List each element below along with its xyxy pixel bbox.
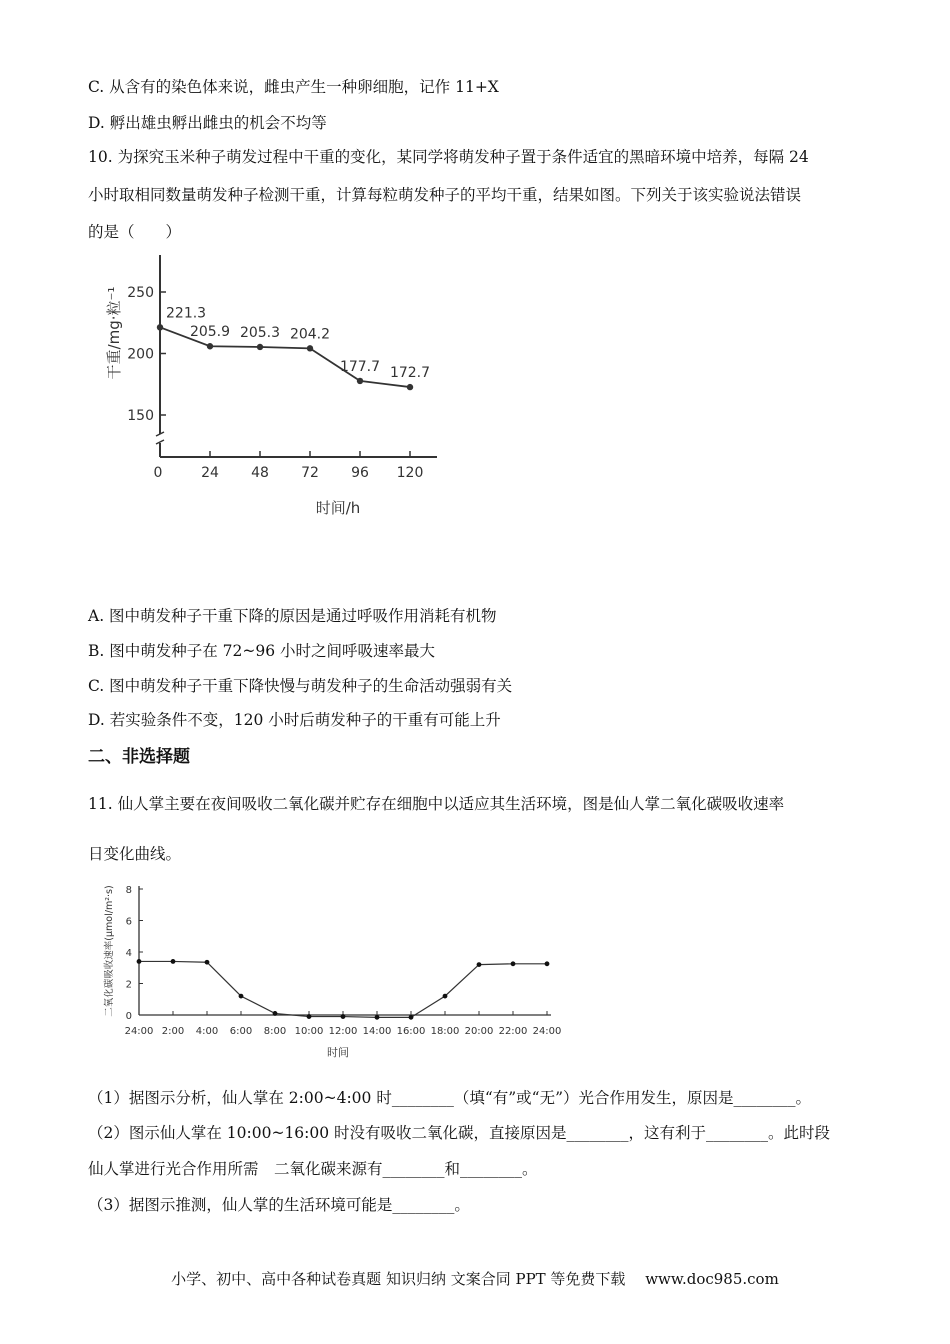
chart2-axes	[139, 886, 551, 1015]
chart1-x-axis-label: 时间/h	[315, 499, 361, 517]
chart1-data-label: 205.9	[189, 324, 231, 341]
q10-stem-line2: 小时取相同数量萌发种子检测干重，计算每粒萌发种子的平均干重，结果如图。下列关于该实验说法错误	[88, 186, 802, 204]
chart2-y-axis-label: 二氧化碳吸收速率(μmol/m²·s)	[104, 885, 115, 1017]
q10-option-d: D. 若实验条件不变，120 小时后萌发种子的干重有可能上升	[88, 711, 501, 729]
chart2-x-tick-label: 16:00	[396, 1026, 426, 1037]
chart1-x-tick-label: 48	[251, 465, 269, 481]
chart2-data-point	[205, 960, 210, 965]
chart1-y-axis-label: 干重/mg·粒⁻¹	[105, 286, 123, 380]
chart2-x-tick-label: 24:00	[124, 1026, 154, 1037]
chart2-data-point	[545, 961, 550, 966]
chart1-y-tick-label: 200	[127, 346, 154, 363]
chart2-data-point	[171, 959, 176, 964]
chart2-x-tick-label: 20:00	[464, 1026, 494, 1037]
chart1-data-label: 205.3	[239, 324, 281, 341]
q10-option-c: C. 图中萌发种子干重下降快慢与萌发种子的生命活动强弱有关	[88, 677, 513, 695]
chart2-y-ticks	[126, 885, 143, 1022]
chart2-x-tick-label: 2:00	[161, 1026, 185, 1037]
chart2-x-axis-label: 时间	[327, 1046, 349, 1059]
chart1-x-tick-label: 0	[153, 465, 163, 481]
chart1-data-label: 177.7	[339, 358, 381, 375]
q11-sub2-line2: 仙人掌进行光合作用所需 二氧化碳来源有________和________。	[88, 1160, 538, 1178]
chart1-x-tick-label: 24	[201, 465, 219, 481]
chart1-data-point	[207, 343, 213, 349]
chart1-x-tick-label: 120	[396, 465, 424, 481]
chart2-x-tick-label: 4:00	[195, 1026, 219, 1037]
chart2-x-tick-label: 22:00	[498, 1026, 528, 1037]
chart1-data-point	[407, 384, 413, 390]
chart2-data-point	[477, 962, 482, 967]
chart1-data-point	[257, 344, 263, 350]
chart2-y-tick-label: 6	[125, 916, 132, 928]
dry-weight-chart	[95, 245, 455, 525]
chart2-data-point	[239, 994, 244, 999]
chart1-x-tick-label: 72	[301, 465, 319, 481]
chart2-x-tick-label: 6:00	[229, 1026, 253, 1037]
chart2-x-tick-label: 14:00	[362, 1026, 392, 1037]
chart1-data-label: 172.7	[389, 365, 431, 382]
option-c-prev: C. 从含有的染色体来说，雌虫产生一种卵细胞，记作 11+X	[88, 78, 499, 96]
chart2-y-tick-label: 0	[125, 1011, 132, 1022]
q11-sub3: （3）据图示推测，仙人掌的生活环境可能是________。	[88, 1196, 470, 1214]
chart2-x-tick-label: 18:00	[430, 1026, 460, 1037]
chart2-x-tick-label: 10:00	[294, 1026, 324, 1037]
q11-stem-line2: 日变化曲线。	[88, 845, 182, 863]
chart2-data-point	[409, 1015, 414, 1020]
q10-stem-line3: 的是（ ）	[88, 223, 182, 241]
chart1-y-tick-label: 150	[127, 408, 154, 424]
chart2-series-line	[139, 961, 547, 1017]
chart1-data-point	[157, 324, 163, 330]
chart2-x-tick-label: 12:00	[328, 1026, 358, 1037]
q11-sub1: （1）据图示分析，仙人掌在 2:00~4:00 时________（填“有”或“无”）光合作用发生，原因是________。	[88, 1089, 812, 1107]
chart2-y-tick-label: 4	[125, 948, 132, 959]
chart1-y-tick-label: 250	[127, 285, 154, 301]
chart2-data-point	[341, 1014, 346, 1019]
chart1-x-tick-label: 96	[351, 465, 369, 481]
chart1-x-ticks	[154, 451, 424, 481]
chart2-data-point	[273, 1011, 278, 1016]
chart1-data-point	[307, 345, 313, 351]
chart2-x-tick-label: 8:00	[263, 1026, 287, 1037]
chart1-series	[157, 305, 430, 390]
chart1-data-label: 204.2	[289, 326, 331, 343]
chart2-y-tick-label: 2	[125, 979, 132, 991]
co2-absorption-chart	[95, 872, 565, 1067]
q11-sub2-line1: （2）图示仙人掌在 10:00~16:00 时没有吸收二氧化碳，直接原因是________，这有利于________。此时段	[88, 1124, 831, 1142]
chart1-axes	[156, 255, 437, 457]
q10-option-b: B. 图中萌发种子在 72~96 小时之间呼吸速率最大	[88, 642, 436, 660]
q10-option-a: A. 图中萌发种子干重下降的原因是通过呼吸作用消耗有机物	[88, 607, 497, 625]
section-heading: 二、非选择题	[88, 747, 190, 767]
chart2-data-point	[375, 1015, 380, 1020]
q11-stem-line1: 11. 仙人掌主要在夜间吸收二氧化碳并贮存在细胞中以适应其生活环境，图是仙人掌二氧化碳吸收速率	[88, 795, 785, 813]
chart2-data-point	[443, 994, 448, 999]
chart1-data-point	[357, 378, 363, 384]
chart2-data-point	[511, 961, 516, 966]
chart2-y-tick-label: 8	[125, 885, 132, 896]
chart2-data-point	[307, 1014, 312, 1019]
option-d-prev: D. 孵出雄虫孵出雌虫的机会不均等	[88, 114, 327, 132]
chart1-data-label: 221.3	[166, 305, 207, 322]
chart2-series	[137, 959, 550, 1020]
chart2-x-tick-label: 24:00	[532, 1026, 562, 1037]
chart2-data-point	[137, 959, 142, 964]
page-footer: 小学、初中、高中各种试卷真题 知识归纳 文案合同 PPT 等免费下载 www.doc985.com	[171, 1270, 779, 1288]
q10-stem-line1: 10. 为探究玉米种子萌发过程中干重的变化，某同学将萌发种子置于条件适宜的黑暗环境中培养，每隔 24	[88, 148, 809, 166]
